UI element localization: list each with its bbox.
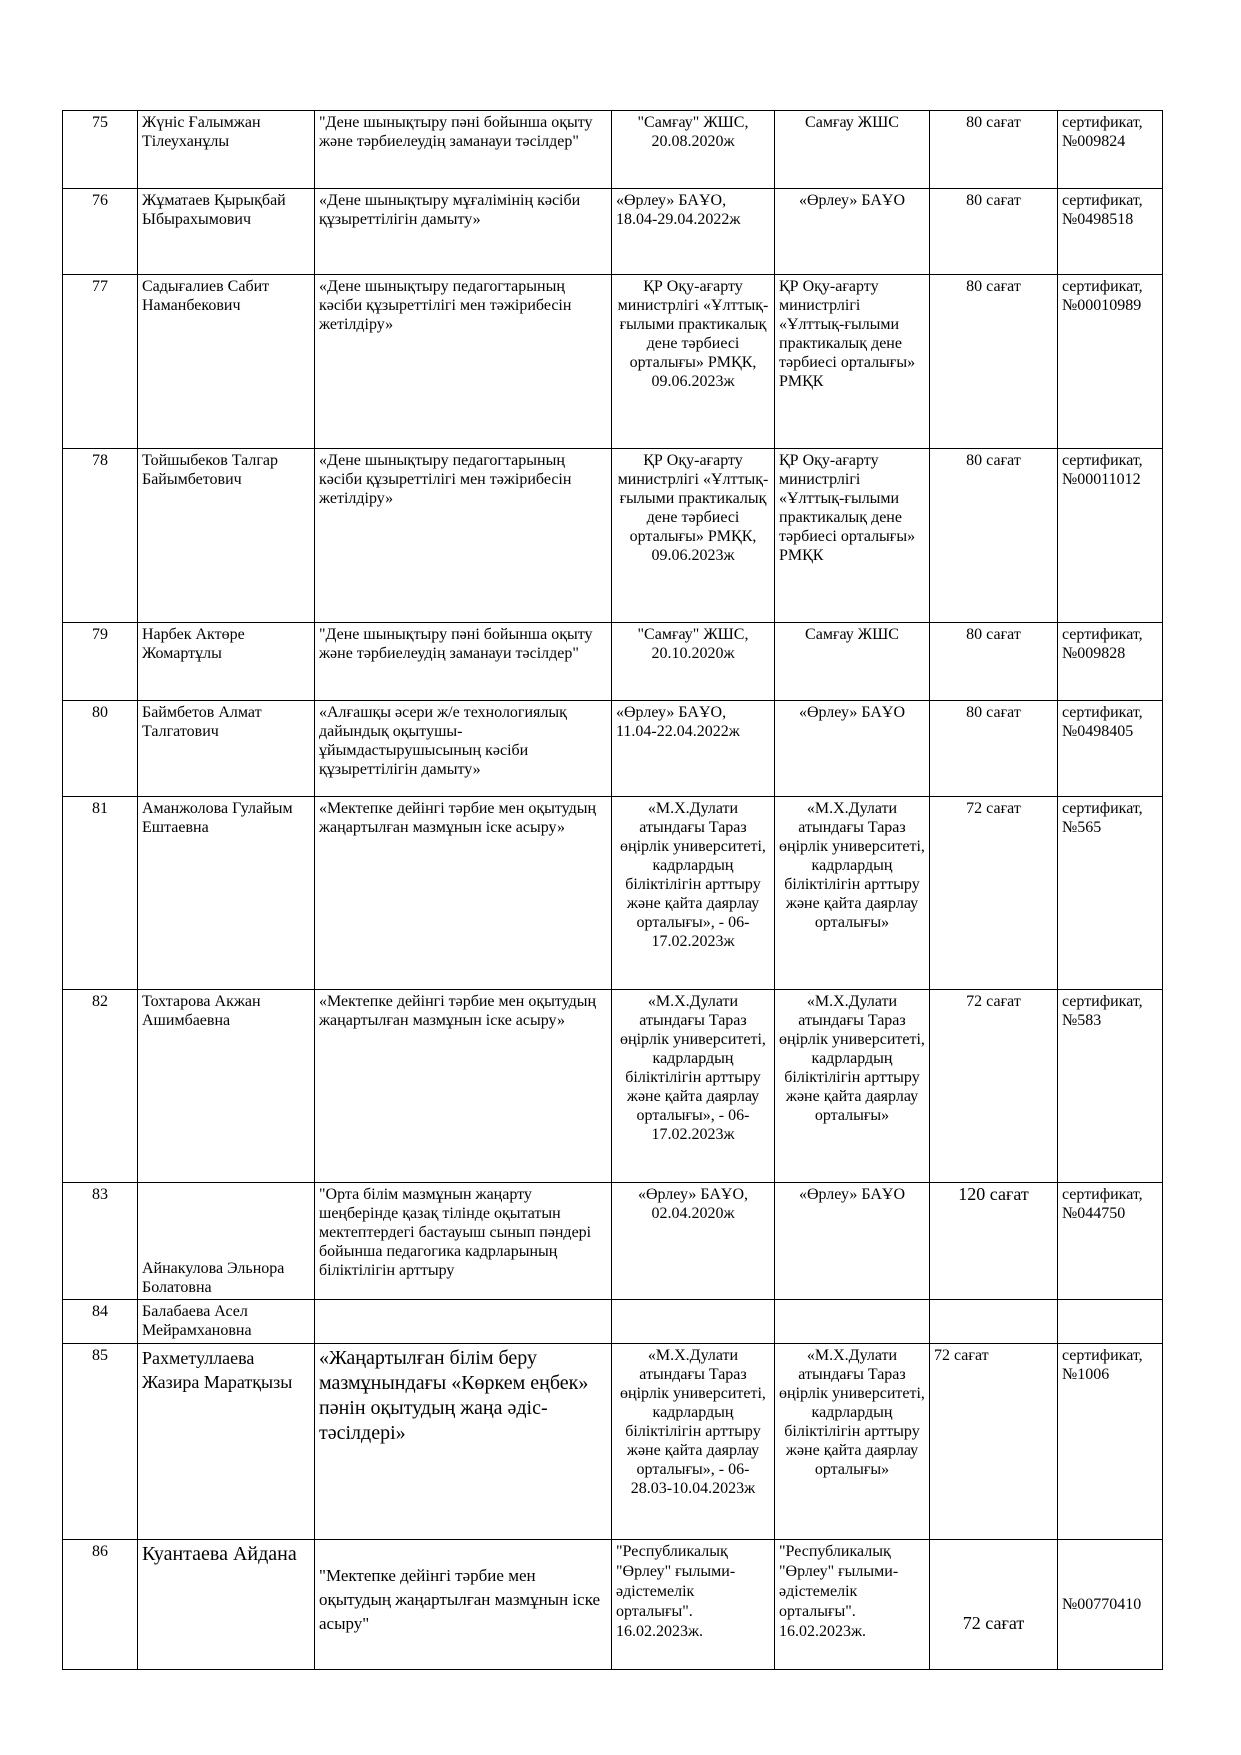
course-title: «Дене шынықтыру мұғалімінің кәсіби құзыреттілігін дамыту» <box>315 189 612 275</box>
table-row <box>63 797 1163 990</box>
certificate-number: сертификат, №583 <box>1058 990 1163 1183</box>
course-hours: 80 сағат <box>930 275 1058 449</box>
certificate-number: сертификат, №565 <box>1058 797 1163 990</box>
teacher-name: Жүніс Ғалымжан Тілеуханұлы <box>138 111 315 189</box>
course-organizer: «М.Х.Дулати атындағы Тараз өңірлік университеті, кадрлардың біліктілігін арттыру және қайта даярлау орталығы», - 06-28.03-10.04.2023ж <box>612 1344 775 1540</box>
course-hours: 80 сағат <box>930 111 1058 189</box>
certificate-number: сертификат, №1006 <box>1058 1344 1163 1540</box>
certificate-number: сертификат, №0498518 <box>1058 189 1163 275</box>
certificate-number: сертификат, №00011012 <box>1058 449 1163 623</box>
course-hours: 80 сағат <box>930 623 1058 701</box>
course-organizer: "Самғау" ЖШС, 20.08.2020ж <box>612 111 775 189</box>
course-hours: 80 сағат <box>930 701 1058 797</box>
course-title: "Мектепке дейінгі тәрбие мен оқытудың жаңартылған мазмұнын іске асыру" <box>315 1540 612 1670</box>
certificate-number: сертификат, №009828 <box>1058 623 1163 701</box>
course-title: «Мектепке дейінгі тәрбие мен оқытудың жаңартылған мазмұнын іске асыру» <box>315 990 612 1183</box>
certificate-number <box>1058 1300 1163 1344</box>
table-row <box>63 623 1163 701</box>
table-row <box>63 189 1163 275</box>
course-hours: 120 сағат <box>930 1183 1058 1300</box>
course-organizer: ҚР Оқу-ағарту министрлігі «Ұлттық-ғылыми практикалық дене тәрбиесі орталығы» РМҚК, 09.06.2023ж <box>612 449 775 623</box>
certificate-number: сертификат, №044750 <box>1058 1183 1163 1300</box>
training-center: «М.Х.Дулати атындағы Тараз өңірлік университеті, кадрлардың біліктілігін арттыру және қайта даярлау орталығы» <box>775 797 930 990</box>
certificate-number: сертификат, №00010989 <box>1058 275 1163 449</box>
course-title: "Орта білім мазмұнын жаңарту шеңберінде қазақ тілінде оқытатын мектептердегі бастауыш сынып пәндері бойынша педагогика кадрларының біліктілігін арттыру <box>315 1183 612 1300</box>
teacher-name: Айнакулова Эльнора Болатовна <box>138 1183 315 1300</box>
row-number: 80 <box>63 701 138 797</box>
table-row <box>63 1344 1163 1540</box>
table-row <box>63 990 1163 1183</box>
course-organizer: "Республикалық "Өрлеу" ғылыми-әдістемелік орталығы". 16.02.2023ж. <box>612 1540 775 1670</box>
training-center: «М.Х.Дулати атындағы Тараз өңірлік университеті, кадрлардың біліктілігін арттыру және қайта даярлау орталығы» <box>775 990 930 1183</box>
course-hours: 72 сағат <box>930 797 1058 990</box>
course-hours: 80 сағат <box>930 449 1058 623</box>
teacher-name: Аманжолова Гулайым Ештаевна <box>138 797 315 990</box>
table-row <box>63 1300 1163 1344</box>
course-organizer: «М.Х.Дулати атындағы Тараз өңірлік университеті, кадрлардың біліктілігін арттыру және қайта даярлау орталығы», - 06-17.02.2023ж <box>612 990 775 1183</box>
course-title: "Дене шынықтыру пәні бойынша оқыту және тәрбиелеудің заманауи тәсілдер" <box>315 111 612 189</box>
course-title: «Жаңартылған білім беру мазмұнындағы «Көркем еңбек» пәнін оқытудың жаңа әдіс-тәсілдері» <box>315 1344 612 1540</box>
table-row <box>63 1183 1163 1300</box>
row-number: 77 <box>63 275 138 449</box>
teacher-name: Тохтарова Акжан Ашимбаевна <box>138 990 315 1183</box>
row-number: 85 <box>63 1344 138 1540</box>
course-organizer <box>612 1300 775 1344</box>
course-hours: 72 сағат <box>930 1344 1058 1540</box>
training-center: Самғау ЖШС <box>775 623 930 701</box>
training-center: ҚР Оқу-ағарту министрлігі «Ұлттық-ғылыми практикалық дене тәрбиесі орталығы» РМҚК <box>775 275 930 449</box>
table-row <box>63 701 1163 797</box>
row-number: 76 <box>63 189 138 275</box>
table-row <box>63 275 1163 449</box>
teacher-name: Балабаева Асел Мейрамхановна <box>138 1300 315 1344</box>
table-row <box>63 111 1163 189</box>
course-organizer: «Өрлеу» БАҰО, 11.04-22.04.2022ж <box>612 701 775 797</box>
training-records-table <box>62 110 1163 1670</box>
course-hours: 72 сағат <box>930 990 1058 1183</box>
row-number: 75 <box>63 111 138 189</box>
row-number: 84 <box>63 1300 138 1344</box>
course-title: «Мектепке дейінгі тәрбие мен оқытудың жаңартылған мазмұнын іске асыру» <box>315 797 612 990</box>
training-center <box>775 1300 930 1344</box>
row-number: 81 <box>63 797 138 990</box>
course-organizer: "Самғау" ЖШС, 20.10.2020ж <box>612 623 775 701</box>
course-hours <box>930 1300 1058 1344</box>
teacher-name: Нарбек Актөре Жомартұлы <box>138 623 315 701</box>
teacher-name: Рахметуллаева Жазира Маратқызы <box>138 1344 315 1540</box>
course-hours: 72 сағат <box>930 1540 1058 1670</box>
certificate-number: сертификат, №009824 <box>1058 111 1163 189</box>
training-center: «Өрлеу» БАҰО <box>775 189 930 275</box>
course-hours: 80 сағат <box>930 189 1058 275</box>
table-row <box>63 1540 1163 1670</box>
teacher-name: Баймбетов Алмат Талгатович <box>138 701 315 797</box>
training-center: «М.Х.Дулати атындағы Тараз өңірлік университеті, кадрлардың біліктілігін арттыру және қайта даярлау орталығы» <box>775 1344 930 1540</box>
course-title: «Дене шынықтыру педагогтарының кәсіби құзыреттілігі мен тәжірибесін жетілдіру» <box>315 449 612 623</box>
course-title: «Дене шынықтыру педагогтарының кәсіби құзыреттілігі мен тәжірибесін жетілдіру» <box>315 275 612 449</box>
teacher-name: Куантаева Айдана <box>138 1540 315 1670</box>
training-center: «Өрлеу» БАҰО <box>775 1183 930 1300</box>
certificate-number: сертификат, №0498405 <box>1058 701 1163 797</box>
table-row <box>63 449 1163 623</box>
row-number: 86 <box>63 1540 138 1670</box>
certificate-number: №00770410 <box>1058 1540 1163 1670</box>
teacher-name: Тойшыбеков Талгар Байымбетович <box>138 449 315 623</box>
training-center: «Өрлеу» БАҰО <box>775 701 930 797</box>
training-center: Самғау ЖШС <box>775 111 930 189</box>
teacher-name: Садығалиев Сабит Наманбекович <box>138 275 315 449</box>
row-number: 82 <box>63 990 138 1183</box>
row-number: 78 <box>63 449 138 623</box>
course-organizer: «Өрлеу» БАҰО, 02.04.2020ж <box>612 1183 775 1300</box>
course-title <box>315 1300 612 1344</box>
row-number: 79 <box>63 623 138 701</box>
row-number: 83 <box>63 1183 138 1300</box>
course-title: «Алғашқы әсери ж/е технологиялық дайындық оқытушы-ұйымдастырушысының кәсіби құзыреттілігін дамыту» <box>315 701 612 797</box>
training-center: "Республикалық "Өрлеу" ғылыми-әдістемелік орталығы". 16.02.2023ж. <box>775 1540 930 1670</box>
teacher-name: Жұматаев Қырықбай Ыбырахымович <box>138 189 315 275</box>
course-organizer: «М.Х.Дулати атындағы Тараз өңірлік университеті, кадрлардың біліктілігін арттыру және қайта даярлау орталығы», - 06-17.02.2023ж <box>612 797 775 990</box>
course-organizer: «Өрлеу» БАҰО, 18.04-29.04.2022ж <box>612 189 775 275</box>
training-center: ҚР Оқу-ағарту министрлігі «Ұлттық-ғылыми практикалық дене тәрбиесі орталығы» РМҚК <box>775 449 930 623</box>
course-title: "Дене шынықтыру пәні бойынша оқыту және тәрбиелеудің заманауи тәсілдер" <box>315 623 612 701</box>
course-organizer: ҚР Оқу-ағарту министрлігі «Ұлттық-ғылыми практикалық дене тәрбиесі орталығы» РМҚК, 09.06.2023ж <box>612 275 775 449</box>
